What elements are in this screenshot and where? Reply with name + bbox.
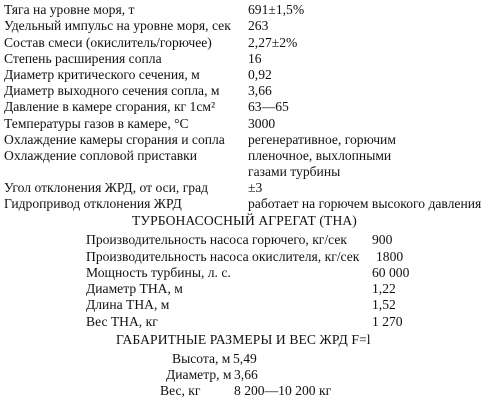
tna-label: Вес ТНА, кг bbox=[86, 314, 158, 329]
param-value: ±3 bbox=[248, 180, 263, 195]
dims-value: 8 200—10 200 кг bbox=[234, 383, 332, 398]
tna-label: Мощность турбины, л. с. bbox=[86, 265, 231, 280]
param-label: Охлаждение камеры сгорания и сопла bbox=[4, 132, 225, 147]
param-label: Диаметр выходного сечения сопла, м bbox=[4, 83, 220, 98]
param-label: Степень расширения сопла bbox=[4, 51, 162, 66]
tna-label: Производительность насоса горючего, кг/сек bbox=[86, 232, 347, 247]
section-heading: ТУРБОНАСОСНЫЙ АГРЕГАТ (ТНА) bbox=[132, 213, 357, 228]
param-label: Температуры газов в камере, °С bbox=[4, 116, 189, 131]
tna-label: Диаметр ТНА, м bbox=[86, 281, 183, 296]
param-value: 63—65 bbox=[248, 99, 289, 114]
param-value: 0,92 bbox=[248, 67, 272, 82]
param-value: работает на горючем высокого давления bbox=[248, 196, 482, 211]
param-value: регенеративное, горючим bbox=[248, 132, 396, 147]
tna-value: 900 bbox=[372, 232, 393, 247]
param-label: Состав смеси (окислитель/горючее) bbox=[4, 35, 212, 50]
dims-label: Диаметр, м bbox=[166, 367, 232, 382]
param-label: Гидропривод отклонения ЖРД bbox=[4, 196, 182, 211]
tna-value: 1800 bbox=[376, 249, 404, 264]
param-value-continued: газами турбины bbox=[248, 164, 341, 179]
dims-label: Вес, кг bbox=[160, 383, 201, 398]
param-value: пленочное, выхлопными bbox=[248, 148, 392, 163]
param-label: Удельный импульс на уровне моря, сек bbox=[4, 18, 231, 33]
dims-label: Высота, м bbox=[172, 351, 231, 366]
tna-value: 1,52 bbox=[372, 297, 396, 312]
param-value: 263 bbox=[248, 18, 269, 33]
tna-label: Длина ТНА, м bbox=[86, 297, 170, 312]
param-label: Давление в камере сгорания, кг 1см² bbox=[4, 99, 216, 114]
tna-label: Производительность насоса окислителя, кг/сек bbox=[86, 249, 360, 264]
section-heading: ГАБАРИТНЫЕ РАЗМЕРЫ И ВЕС ЖРД F=l bbox=[116, 332, 371, 347]
param-value: 691±1,5% bbox=[248, 2, 305, 17]
param-value: 3,66 bbox=[248, 83, 272, 98]
param-label: Тяга на уровне моря, т bbox=[4, 2, 135, 17]
param-value: 16 bbox=[248, 51, 262, 66]
tna-value: 60 000 bbox=[372, 265, 410, 280]
tna-value: 1 270 bbox=[372, 314, 403, 329]
param-label: Диаметр критического сечения, м bbox=[4, 67, 200, 82]
param-label: Угол отклонения ЖРД, от оси, град bbox=[4, 180, 209, 195]
dims-value: 5,49 bbox=[233, 351, 257, 366]
param-value: 2,27±2% bbox=[248, 35, 298, 50]
tna-value: 1,22 bbox=[372, 281, 396, 296]
param-value: 3000 bbox=[248, 116, 276, 131]
param-label: Охлаждение сопловой приставки bbox=[4, 148, 198, 163]
dims-value: 3,66 bbox=[234, 367, 258, 382]
